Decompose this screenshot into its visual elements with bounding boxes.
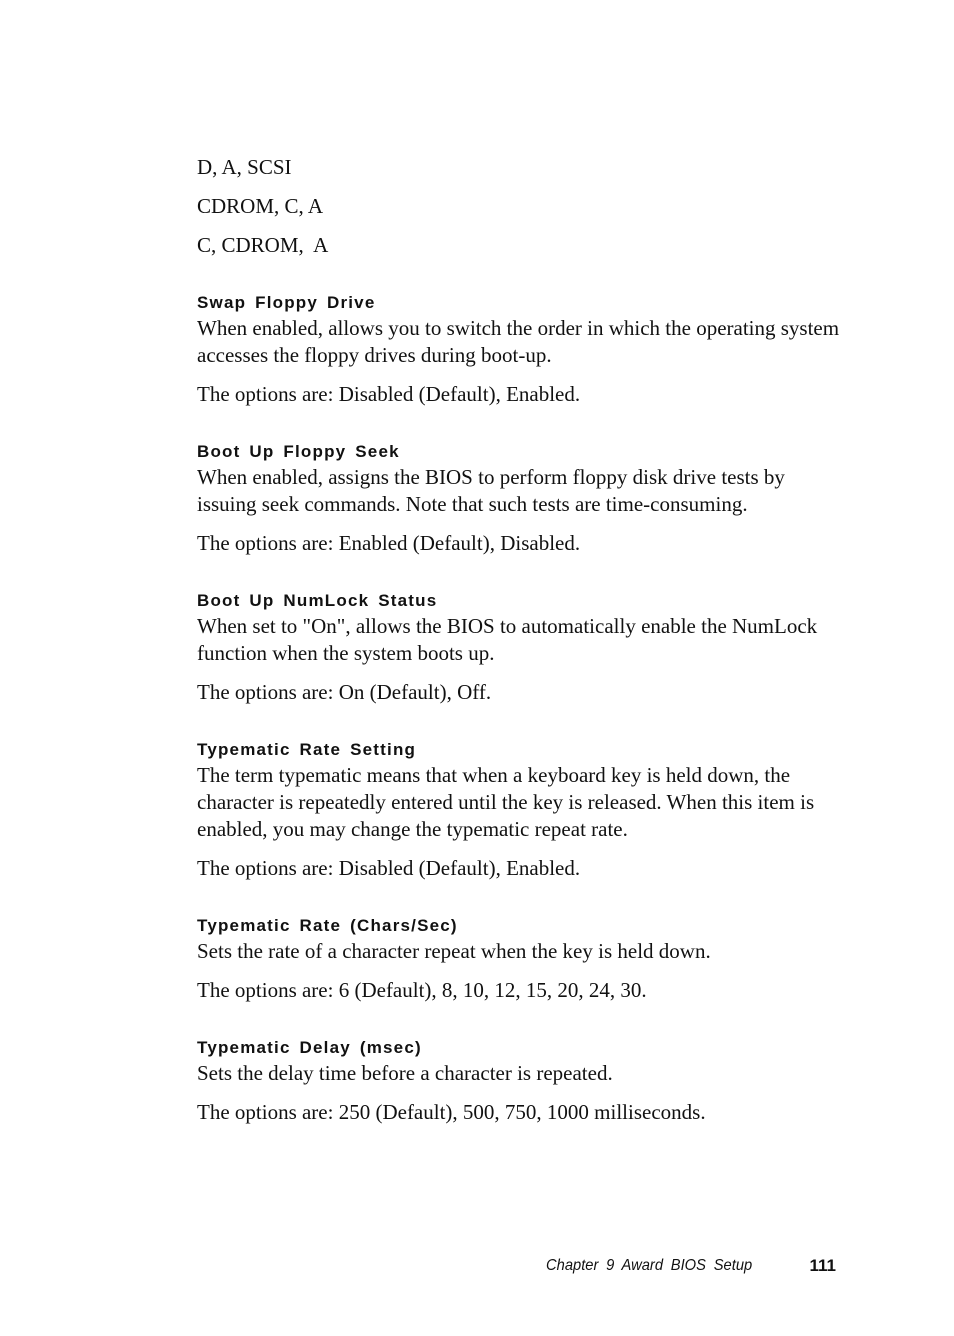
boot-sequence-item: CDROM, C, A <box>197 194 324 218</box>
document-page <box>197 154 847 1126</box>
section-heading: Boot Up Floppy Seek <box>197 442 400 461</box>
chapter-title: Chapter 9 Award BIOS Setup <box>546 1257 753 1274</box>
section-heading: Typematic Rate Setting <box>197 740 417 759</box>
section-options: The options are: 250 (Default), 500, 750, 1000 milliseconds. <box>197 1100 706 1124</box>
section-typematic-rate-chars-sec <box>197 916 847 1004</box>
section-heading: Typematic Delay (msec) <box>197 1038 422 1057</box>
section-options: The options are: 6 (Default), 8, 10, 12, 15, 20, 24, 30. <box>197 978 647 1002</box>
page-number: 111 <box>809 1256 836 1275</box>
section-heading: Swap Floppy Drive <box>197 293 376 312</box>
section-description: Sets the delay time before a character is repeated. <box>197 1061 613 1085</box>
section-heading: Boot Up NumLock Status <box>197 591 438 610</box>
section-typematic-delay-msec <box>197 1038 847 1126</box>
section-swap-floppy-drive <box>197 293 847 408</box>
section-description: When enabled, assigns the BIOS to perform floppy disk drive tests by issuing seek commands. Note that such tests are time-consuming. <box>197 465 785 516</box>
section-options: The options are: Disabled (Default), Enabled. <box>197 856 581 880</box>
section-description: When set to "On", allows the BIOS to automatically enable the NumLock function when the system boots up. <box>197 614 818 665</box>
boot-sequence-list <box>197 154 847 259</box>
boot-sequence-item: D, A, SCSI <box>197 155 292 179</box>
section-boot-up-floppy-seek <box>197 442 847 557</box>
section-description: The term typematic means that when a keyboard key is held down, the character is repeatedly entered until the key is released. When this item is enabled, you may change the typematic repeat rate. <box>197 763 815 841</box>
section-typematic-rate-setting <box>197 740 847 882</box>
section-options: The options are: Enabled (Default), Disabled. <box>197 531 581 555</box>
boot-sequence-item: C, CDROM, A <box>197 233 329 257</box>
section-boot-up-numlock-status <box>197 591 847 706</box>
page-footer <box>546 1255 836 1277</box>
section-options: The options are: Disabled (Default), Enabled. <box>197 382 581 406</box>
section-description: Sets the rate of a character repeat when the key is held down. <box>197 939 711 963</box>
section-options: The options are: On (Default), Off. <box>197 680 492 704</box>
section-heading: Typematic Rate (Chars/Sec) <box>197 916 458 935</box>
section-description: When enabled, allows you to switch the order in which the operating system accesses the floppy drives during boot-up. <box>197 316 840 367</box>
